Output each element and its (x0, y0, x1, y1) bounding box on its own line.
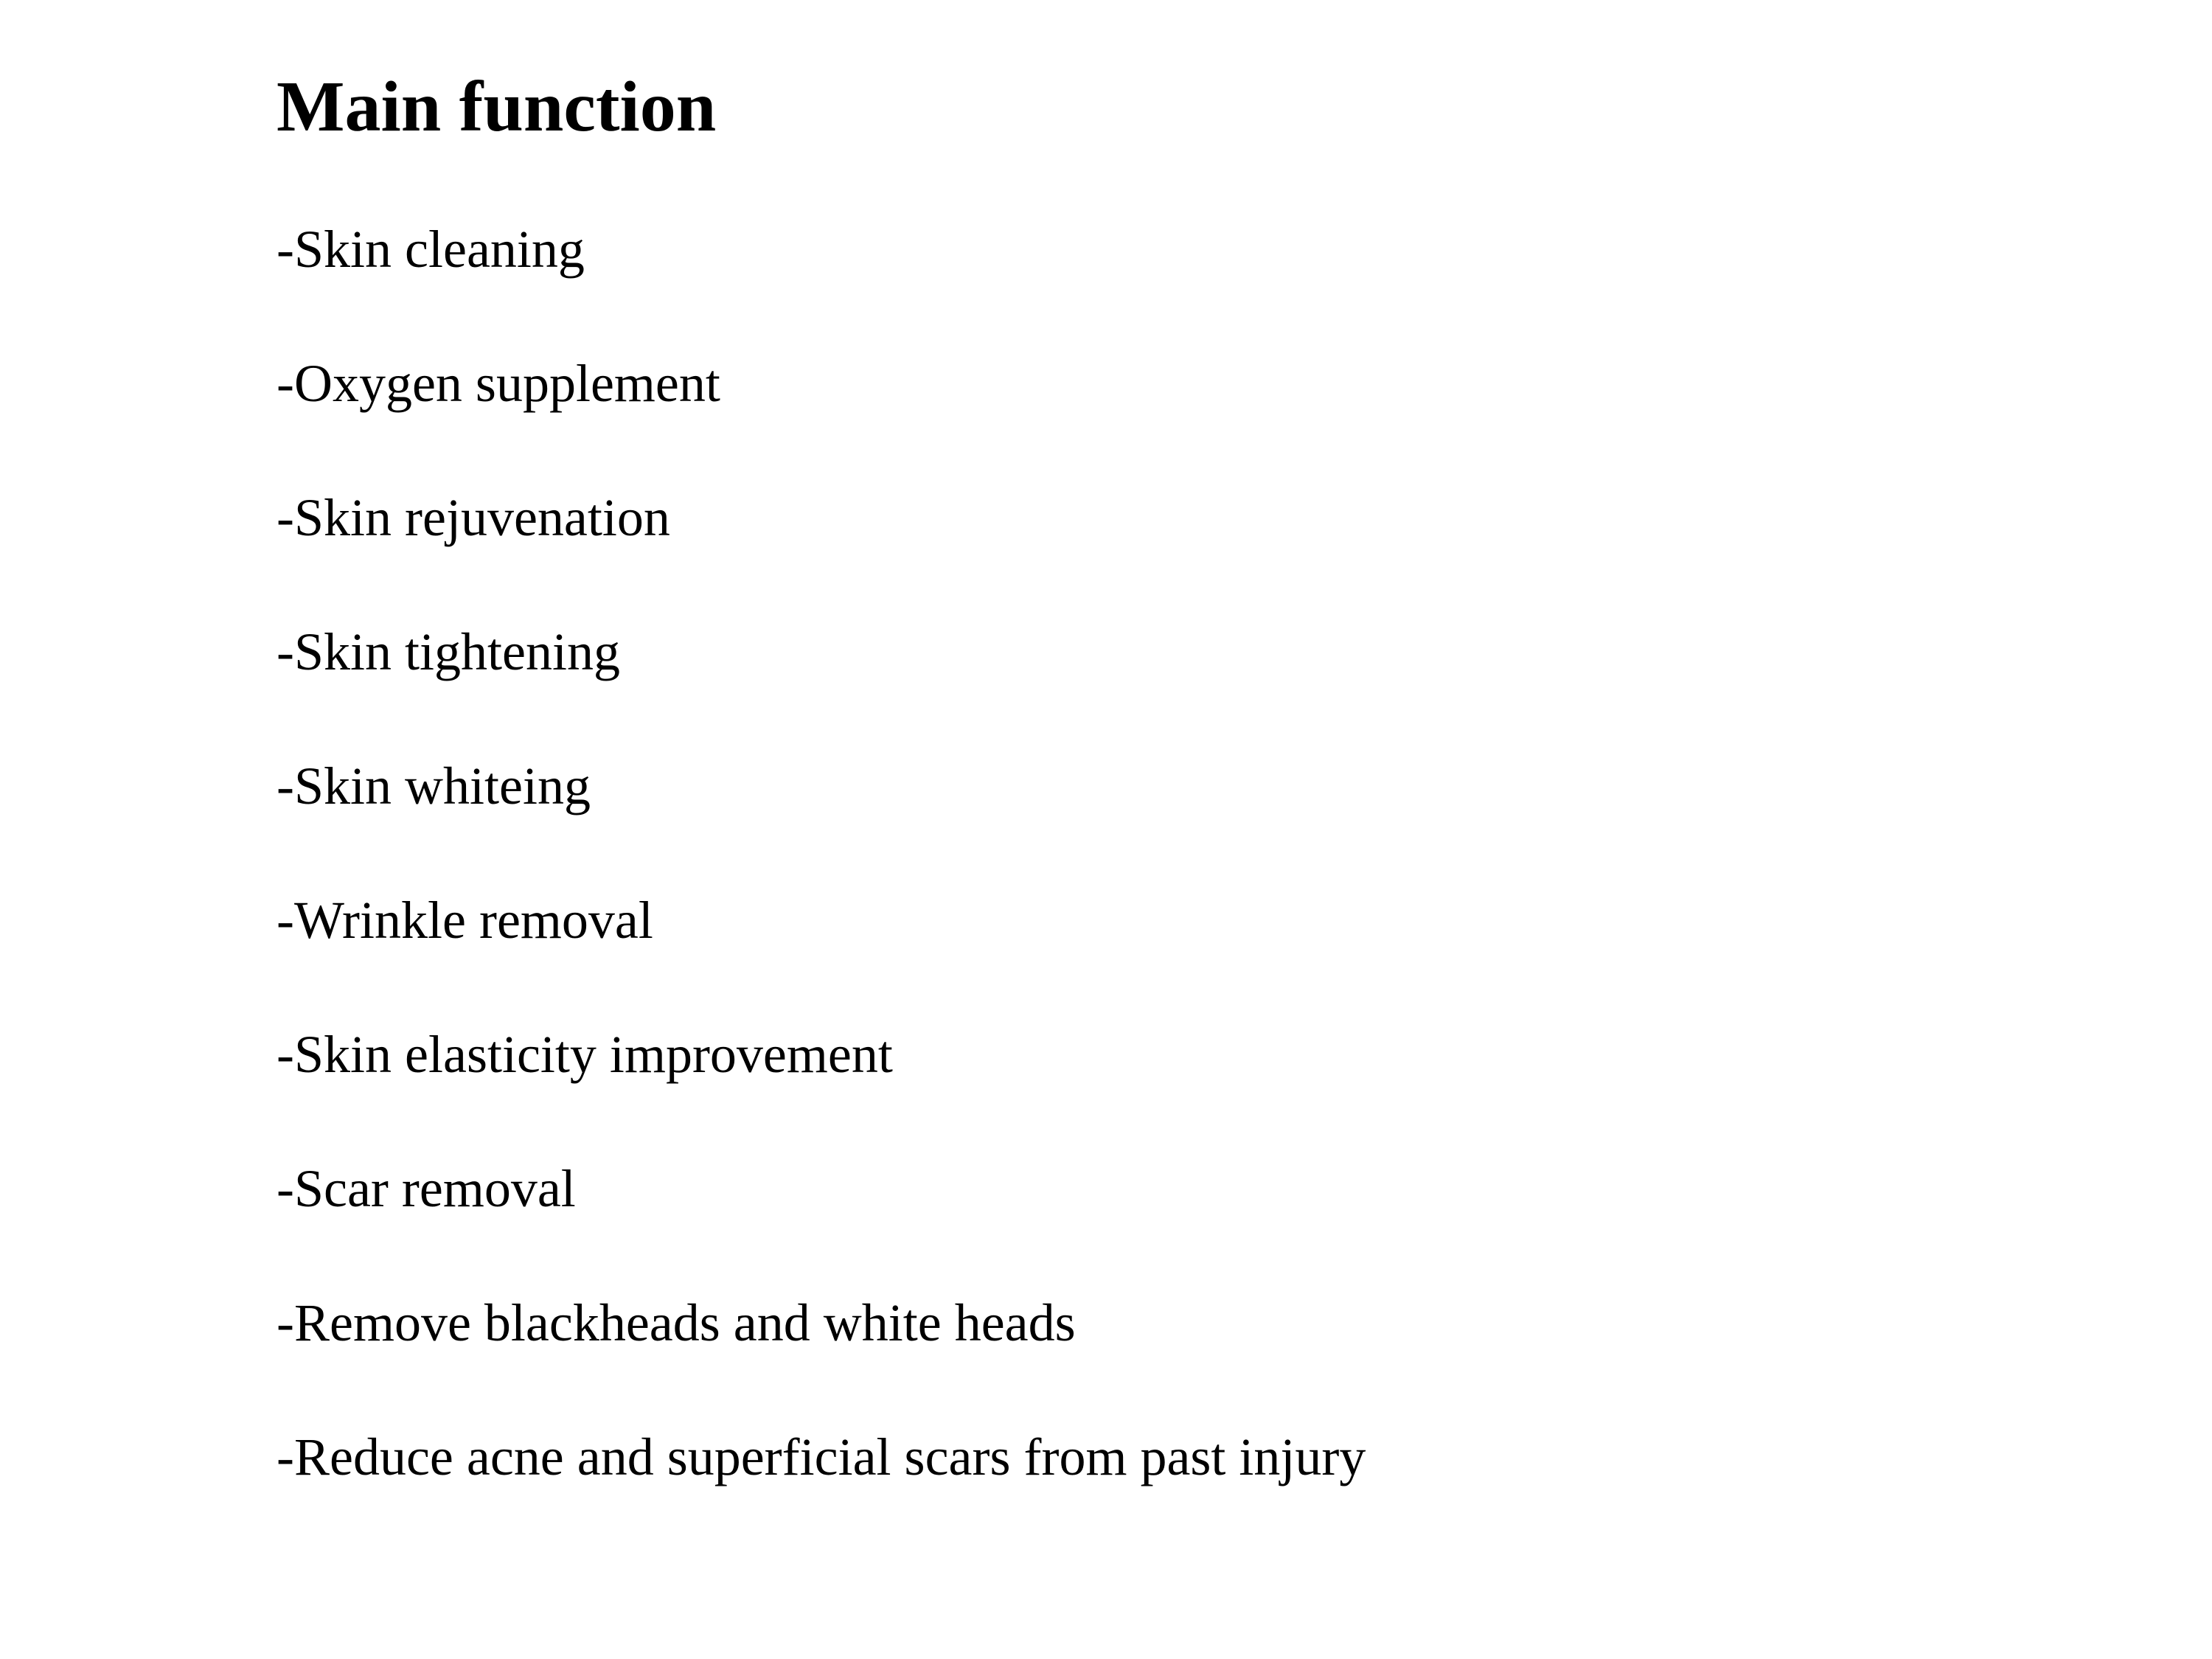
list-item: -Skin elasticity improvement (276, 1025, 893, 1084)
list-item: -Skin tightening (276, 622, 620, 681)
list-item: -Skin whiteing (276, 757, 591, 815)
list-item: -Remove blackheads and white heads (276, 1293, 1076, 1352)
list-item: -Scar removal (276, 1159, 576, 1218)
list-item: -Skin cleaning (276, 220, 585, 279)
list-item: -Wrinkle removal (276, 891, 653, 950)
page-title: Main function (276, 67, 717, 147)
function-list (276, 214, 1366, 1556)
list-item: -Oxygen supplement (276, 354, 720, 413)
list-item: -Skin rejuvenation (276, 488, 670, 547)
list-item: -Reduce acne and superficial scars from past injury (276, 1427, 1366, 1486)
